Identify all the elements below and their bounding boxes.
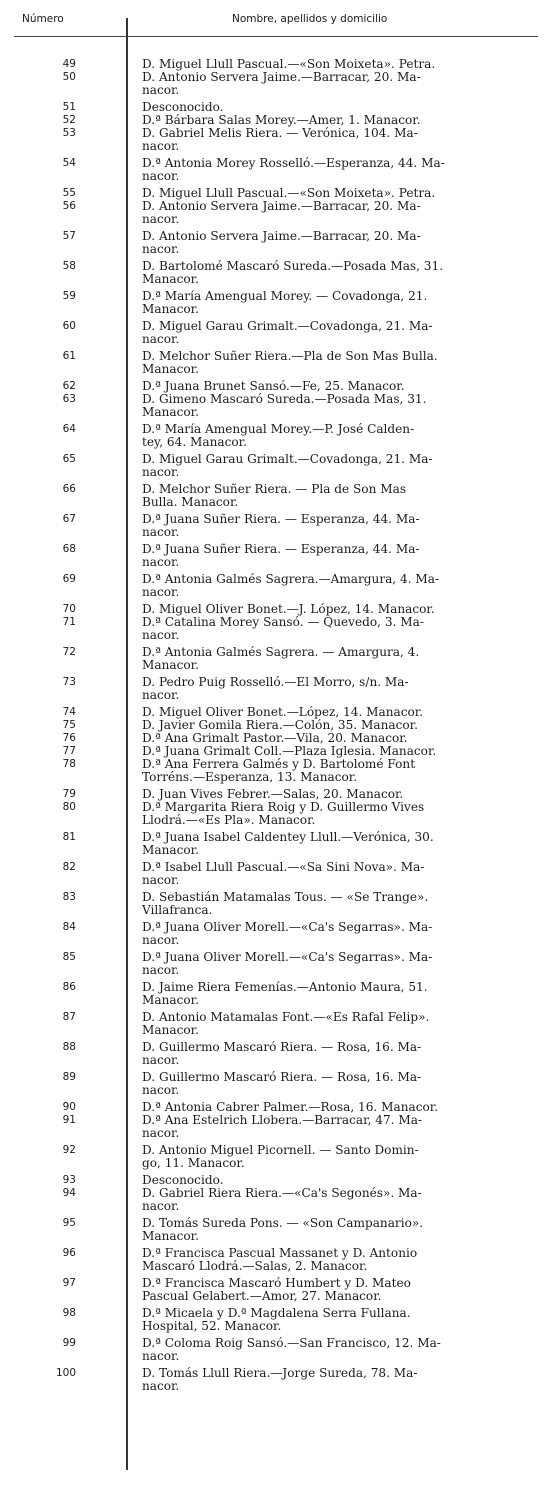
list-item: [0, 573, 548, 599]
list-item: [0, 230, 548, 256]
entry-text: D. Javier Gomila Riera.—Colón, 35. Manacor.: [142, 718, 418, 732]
entry-number: 99: [62, 1337, 76, 1349]
entry-text: D.ª Juana Oliver Morell.—«Ca's Segarras». Ma- nacor.: [142, 950, 433, 977]
list-item: [0, 543, 548, 569]
list-item: [0, 616, 548, 642]
entry-number: 55: [62, 187, 76, 199]
entry-text: D. Antonio Miguel Picornell. — Santo Domin- go, 11. Manacor.: [142, 1143, 419, 1170]
list-item: [0, 981, 548, 1007]
table-header: [0, 0, 548, 36]
entry-number: 67: [62, 513, 76, 525]
list-item: [0, 71, 548, 97]
entry-number: 65: [62, 453, 76, 465]
entry-number: 95: [62, 1217, 76, 1229]
list-item: [0, 676, 548, 702]
entry-text: D. Miguel Oliver Bonet.—López, 14. Manacor.: [142, 705, 424, 719]
list-item: [0, 1367, 548, 1393]
list-item: [0, 801, 548, 827]
entry-list: [0, 58, 548, 1397]
entry-number: 89: [62, 1071, 76, 1083]
entry-number: 61: [62, 350, 76, 362]
entry-number: 84: [62, 921, 76, 933]
entry-number: 85: [62, 951, 76, 963]
list-item: [0, 513, 548, 539]
entry-text: D. Miguel Garau Grimalt.—Covadonga, 21. Ma- nacor.: [142, 319, 433, 346]
entry-text: D.ª Antonia Galmés Sagrera. — Amargura, 4. Manacor.: [142, 645, 420, 672]
list-item: [0, 646, 548, 672]
entry-text: D. Miguel Oliver Bonet.—J. López, 14. Manacor.: [142, 602, 435, 616]
entry-text: D. Tomás Llull Riera.—Jorge Sureda, 78. Ma- nacor.: [142, 1366, 418, 1393]
entry-number: 78: [62, 758, 76, 770]
entry-number: 58: [62, 260, 76, 272]
entry-number: 49: [62, 58, 76, 70]
entry-number: 53: [62, 127, 76, 139]
entry-text: D.ª Francisca Pascual Massanet y D. Antonio Mascaró Llodrá.—Salas, 2. Manacor.: [142, 1246, 418, 1273]
entry-text: D. Antonio Servera Jaime.—Barracar, 20. Ma- nacor.: [142, 199, 421, 226]
entry-number: 86: [62, 981, 76, 993]
entry-number: 93: [62, 1174, 76, 1186]
list-item: [0, 1071, 548, 1097]
entry-text: D.ª María Amengual Morey. — Covadonga, 21. Manacor.: [142, 289, 428, 316]
entry-number: 87: [62, 1011, 76, 1023]
list-item: [0, 260, 548, 286]
entry-number: 57: [62, 230, 76, 242]
list-item: [0, 483, 548, 509]
entry-text: D.ª Ana Grimalt Pastor.—Vila, 20. Manacor.: [142, 731, 408, 745]
list-item: [0, 157, 548, 183]
list-item: [0, 861, 548, 887]
list-item: [0, 951, 548, 977]
entry-text: D. Gabriel Riera Riera.—«Ca's Segonés». Ma- nacor.: [142, 1186, 422, 1213]
entry-number: 69: [62, 573, 76, 585]
entry-number: 52: [62, 114, 76, 126]
entry-text: D.ª Juana Suñer Riera. — Esperanza, 44. Ma- nacor.: [142, 512, 420, 539]
list-item: [0, 127, 548, 153]
entry-text: Desconocido.: [142, 100, 224, 114]
entry-text: D. Antonio Servera Jaime.—Barracar, 20. Ma- nacor.: [142, 70, 421, 97]
entry-number: 77: [62, 745, 76, 757]
list-item: [0, 891, 548, 917]
entry-text: D.ª Francisca Mascaró Humbert y D. Mateo Pascual Gelabert.—Amor, 27. Manacor.: [142, 1276, 411, 1303]
entry-number: 63: [62, 393, 76, 405]
entry-number: 73: [62, 676, 76, 688]
list-item: [0, 290, 548, 316]
entry-number: 76: [62, 732, 76, 744]
entry-text: D. Melchor Suñer Riera.—Pla de Son Mas Bulla. Manacor.: [142, 349, 438, 376]
column-header-number: Número: [22, 13, 64, 25]
entry-text: D. Sebastián Matamalas Tous. — «Se Trange». Villafranca.: [142, 890, 429, 917]
entry-text: Desconocido.: [142, 1173, 224, 1187]
entry-number: 51: [62, 101, 76, 113]
list-item: [0, 1307, 548, 1333]
entry-text: D. Antonio Servera Jaime.—Barracar, 20. Ma- nacor.: [142, 229, 421, 256]
entry-text: D. Gabriel Melis Riera. — Verónica, 104. Ma- nacor.: [142, 126, 418, 153]
entry-number: 98: [62, 1307, 76, 1319]
entry-text: D.ª Juana Grimalt Coll.—Plaza Iglesia. Manacor.: [142, 744, 437, 758]
list-item: [0, 1337, 548, 1363]
entry-number: 83: [62, 891, 76, 903]
entry-number: 91: [62, 1114, 76, 1126]
entry-text: D.ª María Amengual Morey.—P. José Calden- tey, 64. Manacor.: [142, 422, 415, 449]
list-item: [0, 758, 548, 784]
entry-text: D.ª Isabel Llull Pascual.—«Sa Sini Nova». Ma- nacor.: [142, 860, 425, 887]
entry-text: D.ª Juana Brunet Sansó.—Fe, 25. Manacor.: [142, 379, 405, 393]
entry-text: D.ª Antonia Morey Rosselló.—Esperanza, 44. Ma- nacor.: [142, 156, 445, 183]
entry-text: D. Gimeno Mascaró Sureda.—Posada Mas, 31. Manacor.: [142, 392, 427, 419]
entry-number: 71: [62, 616, 76, 628]
entry-number: 100: [55, 1367, 76, 1379]
entry-text: D. Guillermo Mascaró Riera. — Rosa, 16. Ma- nacor.: [142, 1040, 422, 1067]
entry-number: 54: [62, 157, 76, 169]
list-item: [0, 1247, 548, 1273]
list-item: [0, 1277, 548, 1303]
entry-text: D.ª Bárbara Salas Morey.—Amer, 1. Manacor.: [142, 113, 421, 127]
list-item: [0, 350, 548, 376]
entry-number: 97: [62, 1277, 76, 1289]
list-item: [0, 423, 548, 449]
list-item: [0, 393, 548, 419]
entry-number: 70: [62, 603, 76, 615]
entry-text: D.ª Antonia Cabrer Palmer.—Rosa, 16. Manacor.: [142, 1100, 439, 1114]
entry-text: D. Jaime Riera Femenías.—Antonio Maura, 51. Manacor.: [142, 980, 428, 1007]
entry-number: 75: [62, 719, 76, 731]
list-item: [0, 831, 548, 857]
entry-text: D.ª Antonia Galmés Sagrera.—Amargura, 4. Ma- nacor.: [142, 572, 440, 599]
entry-number: 81: [62, 831, 76, 843]
entry-text: D. Miguel Llull Pascual.—«Son Moixeta». Petra.: [142, 186, 436, 200]
entry-text: D. Antonio Matamalas Font.—«Es Rafal Felip». Manacor.: [142, 1010, 430, 1037]
list-item: [0, 1114, 548, 1140]
list-item: [0, 320, 548, 346]
list-item: [0, 1144, 548, 1170]
entry-text: D. Guillermo Mascaró Riera. — Rosa, 16. Ma- nacor.: [142, 1070, 422, 1097]
entry-text: D.ª Juana Suñer Riera. — Esperanza, 44. Ma- nacor.: [142, 542, 420, 569]
entry-number: 68: [62, 543, 76, 555]
entry-text: D.ª Ana Estelrich Llobera.—Barracar, 47. Ma- nacor.: [142, 1113, 423, 1140]
column-header-name: Nombre, apellidos y domicilio: [232, 13, 388, 25]
entry-number: 72: [62, 646, 76, 658]
entry-number: 60: [62, 320, 76, 332]
entry-text: D. Melchor Suñer Riera. — Pla de Son Mas Bulla. Manacor.: [142, 482, 407, 509]
entry-text: D. Pedro Puig Rosselló.—El Morro, s/n. Ma- nacor.: [142, 675, 409, 702]
entry-number: 66: [62, 483, 76, 495]
entry-number: 74: [62, 706, 76, 718]
entry-number: 50: [62, 71, 76, 83]
list-item: [0, 1187, 548, 1213]
entry-number: 59: [62, 290, 76, 302]
entry-text: D.ª Juana Oliver Morell.—«Ca's Segarras». Ma- nacor.: [142, 920, 433, 947]
entry-number: 88: [62, 1041, 76, 1053]
entry-number: 64: [62, 423, 76, 435]
entry-number: 56: [62, 200, 76, 212]
entry-text: D. Juan Vives Febrer.—Salas, 20. Manacor.: [142, 787, 404, 801]
list-item: [0, 921, 548, 947]
entry-text: D.ª Catalina Morey Sansó. — Quevedo, 3. Ma- nacor.: [142, 615, 424, 642]
entry-text: D.ª Micaela y D.ª Magdalena Serra Fullana. Hospital, 52. Manacor.: [142, 1306, 411, 1333]
header-divider: [14, 36, 538, 37]
entry-number: 82: [62, 861, 76, 873]
entry-text: D.ª Coloma Roig Sansó.—San Francisco, 12. Ma- nacor.: [142, 1336, 441, 1363]
entry-number: 62: [62, 380, 76, 392]
entry-text: D.ª Juana Isabel Caldentey Llull.—Verónica, 30. Manacor.: [142, 830, 434, 857]
entry-text: D.ª Ana Ferrera Galmés y D. Bartolomé Font Torréns.—Esperanza, 13. Manacor.: [142, 757, 416, 784]
entry-number: 92: [62, 1144, 76, 1156]
list-item: [0, 200, 548, 226]
entry-number: 90: [62, 1101, 76, 1113]
entry-text: D. Miguel Garau Grimalt.—Covadonga, 21. Ma- nacor.: [142, 452, 433, 479]
list-item: [0, 453, 548, 479]
list-item: [0, 1011, 548, 1037]
entry-text: D. Bartolomé Mascaró Sureda.—Posada Mas, 31. Manacor.: [142, 259, 444, 286]
entry-text: D. Tomás Sureda Pons. — «Son Campanario». Manacor.: [142, 1216, 424, 1243]
entry-text: D.ª Margarita Riera Roig y D. Guillermo Vives Llodrá.—«Es Pla». Manacor.: [142, 800, 425, 827]
entry-number: 80: [62, 801, 76, 813]
entry-number: 96: [62, 1247, 76, 1259]
entry-number: 94: [62, 1187, 76, 1199]
list-item: [0, 1217, 548, 1243]
list-item: [0, 1041, 548, 1067]
entry-number: 79: [62, 788, 76, 800]
entry-text: D. Miguel Llull Pascual.—«Son Moixeta». Petra.: [142, 57, 436, 71]
